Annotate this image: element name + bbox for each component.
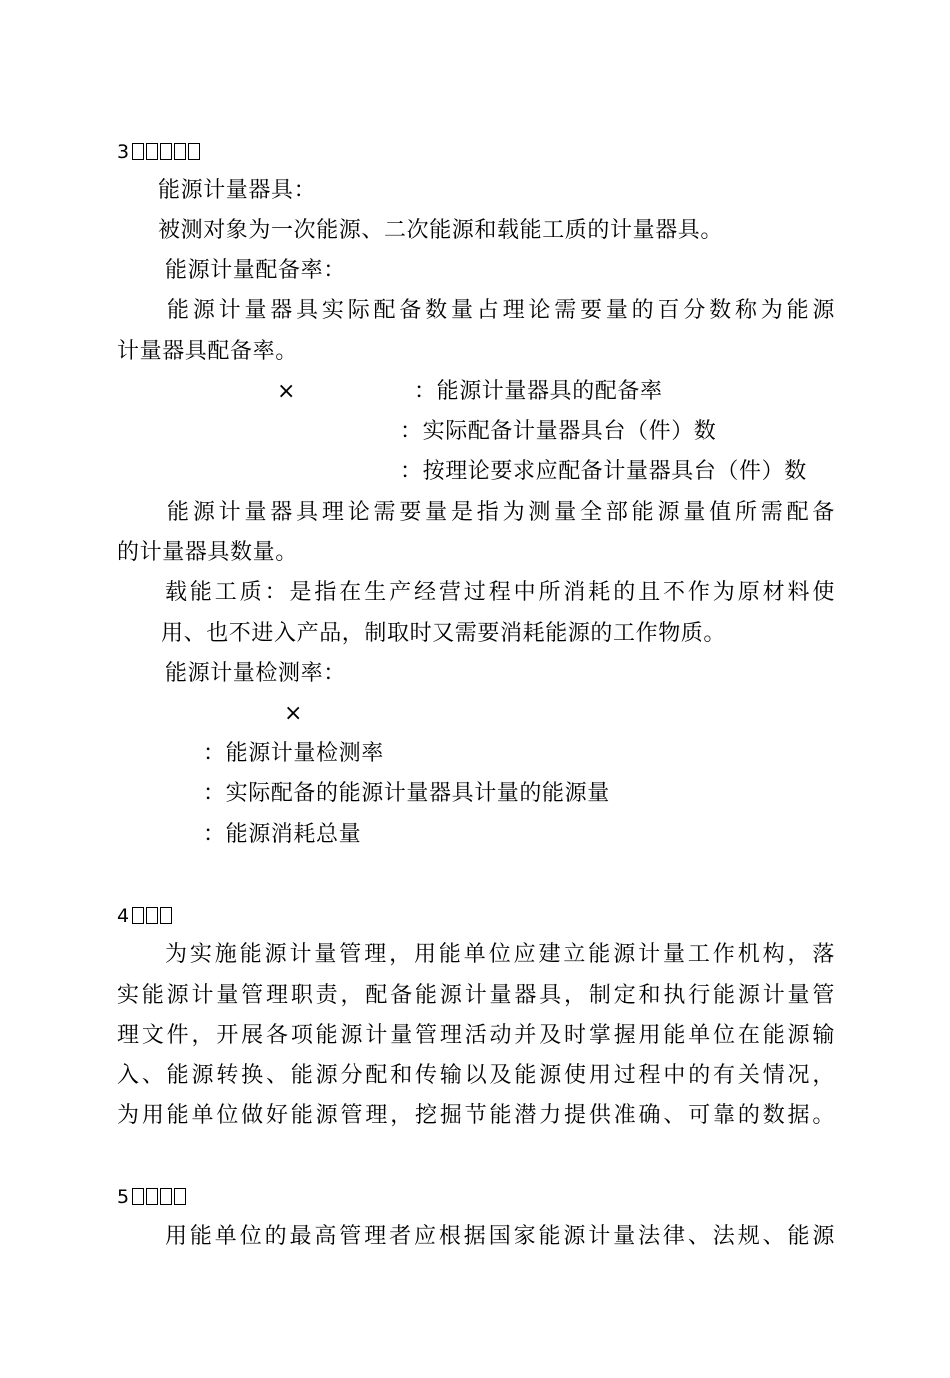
term-measuring-instrument: 能源计量器具： bbox=[158, 178, 317, 203]
formula-variable-definition: ：能源消耗总量 bbox=[203, 822, 362, 847]
paragraph-line: 能源计量器具理论需要量是指为测量全部能源量值所需配备 bbox=[167, 500, 835, 525]
paragraph-line: 理文件，开展各项能源计量管理活动并及时掌握用能单位在能源输 bbox=[117, 1023, 835, 1048]
term-equipment-rate: 能源计量配备率： bbox=[165, 258, 346, 283]
section-4-heading bbox=[117, 902, 172, 930]
paragraph-line: 为用能单位做好能源管理，挖掘节能潜力提供准确、可靠的数据。 bbox=[117, 1103, 835, 1128]
missing-glyph-icon bbox=[132, 143, 144, 160]
paragraph-line: 的计量器具数量。 bbox=[117, 540, 298, 565]
missing-glyph-icon bbox=[132, 1188, 144, 1205]
paragraph-line: 能源计量器具实际配备数量占理论需要量的百分数称为能源 bbox=[167, 298, 835, 323]
missing-glyph-icon bbox=[174, 143, 186, 160]
formula-variable-definition: ：实际配备的能源计量器具计量的能源量 bbox=[203, 781, 610, 806]
missing-glyph-icon bbox=[146, 143, 158, 160]
section-3-number: 3 bbox=[117, 141, 130, 163]
formula-times-symbol: × bbox=[277, 379, 297, 404]
paragraph-line: 实能源计量管理职责，配备能源计量器具，制定和执行能源计量管 bbox=[117, 983, 835, 1008]
missing-glyph-icon bbox=[132, 907, 144, 924]
missing-glyph-icon bbox=[146, 1188, 158, 1205]
paragraph-line: 用能单位的最高管理者应根据国家能源计量法律、法规、能源 bbox=[165, 1224, 835, 1249]
section-4-number: 4 bbox=[117, 905, 130, 927]
missing-glyph-icon bbox=[160, 143, 172, 160]
section-5-heading bbox=[117, 1183, 186, 1211]
formula-variable-definition: ：实际配备计量器具台（件）数 bbox=[400, 419, 717, 444]
missing-glyph-icon bbox=[146, 907, 158, 924]
term-detection-rate: 能源计量检测率： bbox=[165, 661, 346, 686]
missing-glyph-icon bbox=[160, 1188, 172, 1205]
paragraph-line: 计量器具配备率。 bbox=[117, 339, 298, 364]
section-5-number: 5 bbox=[117, 1186, 130, 1208]
paragraph-line: 入、能源转换、能源分配和传输以及能源使用过程中的有关情况， bbox=[117, 1063, 835, 1088]
definition-energy-medium: 载能工质：是指在生产经营过程中所消耗的且不作为原材料使 bbox=[165, 580, 835, 605]
missing-glyph-icon bbox=[188, 143, 200, 160]
formula-variable-definition: ：能源计量检测率 bbox=[203, 741, 384, 766]
missing-glyph-icon bbox=[174, 1188, 186, 1205]
formula-times-symbol: × bbox=[284, 701, 304, 726]
paragraph-line: 为实施能源计量管理，用能单位应建立能源计量工作机构，落 bbox=[165, 942, 835, 967]
section-3-heading bbox=[117, 138, 200, 166]
paragraph-line: 用、也不进入产品，制取时又需要消耗能源的工作物质。 bbox=[161, 621, 727, 646]
definition-measuring-instrument: 被测对象为一次能源、二次能源和载能工质的计量器具。 bbox=[158, 218, 724, 243]
formula-variable-definition: ：能源计量器具的配备率 bbox=[414, 379, 663, 404]
formula-variable-definition: ：按理论要求应配备计量器具台（件）数 bbox=[400, 459, 807, 484]
missing-glyph-icon bbox=[160, 907, 172, 924]
